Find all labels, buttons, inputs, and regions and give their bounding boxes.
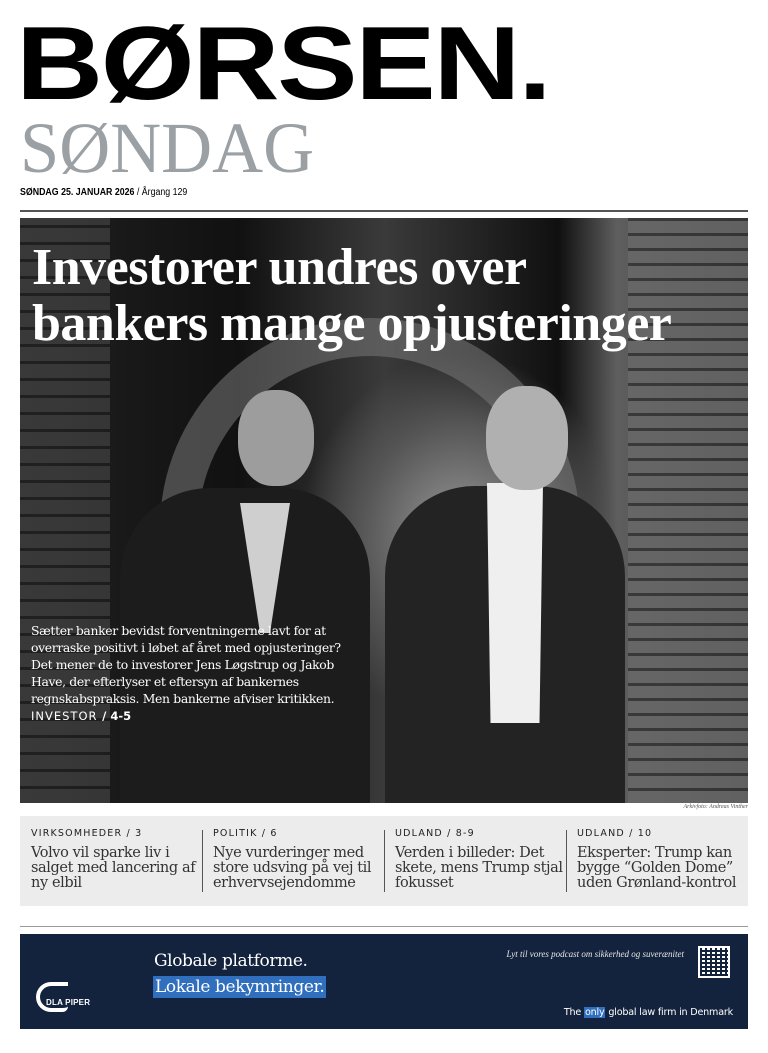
cover-headline[interactable]	[32, 240, 742, 352]
advertiser-name: DLA PIPER	[46, 998, 91, 1007]
person-left-head	[238, 390, 314, 486]
teaser-title: Nye vurderinger med store udsving på vej til erhvervsejendomme	[213, 845, 372, 891]
person-right-shirt	[480, 483, 550, 723]
page-numbers: / 4-5	[102, 709, 132, 723]
teaser-title: Verden i billeder: Det skete, mens Trump stjal fokusset	[395, 845, 563, 891]
ad-headline-1: Globale platforme.	[154, 951, 308, 971]
ad-tagline	[564, 1007, 733, 1018]
teaser-kicker: UDLAND / 8-9	[395, 828, 475, 839]
photo-credit: Arkivfoto: Andreas Vinther	[683, 804, 748, 810]
qr-code-icon[interactable]	[698, 946, 730, 978]
advertisement-banner[interactable]	[20, 934, 748, 1029]
headline-line-1: Investorer undres over	[32, 239, 527, 296]
tagline-highlight: only	[584, 1007, 605, 1018]
teaser-item[interactable]	[566, 816, 748, 906]
lede-text: Sætter banker bevidst forventningerne lavt for at overraske positivt i løbet af året med opjusteringer? Det mener de to investorer Jens Løgstrup og Jakob Have, der efterlyser et eftersyn af bankernes regnskabspraksis. Men bankerne afviser kritikken.	[31, 623, 341, 706]
teaser-kicker: UDLAND / 10	[577, 828, 653, 839]
divider	[20, 926, 748, 927]
teaser-title: Eksperter: Trump kan bygge “Golden Dome” uden Grønland-kontrol	[577, 845, 737, 891]
cover-story[interactable]	[20, 218, 748, 803]
person-right-head	[486, 386, 568, 490]
section-label: INVESTOR	[31, 709, 98, 723]
brand-logo[interactable]: BØRSEN.	[16, 6, 550, 122]
teaser-item[interactable]	[384, 816, 566, 906]
ad-headline-2: Lokale bekymringer.	[155, 977, 325, 997]
teaser-kicker: VIRKSOMHEDER / 3	[31, 828, 143, 839]
volume-number: / Årgang 129	[136, 187, 188, 198]
page-reference[interactable]	[31, 708, 361, 725]
teaser-item[interactable]	[202, 816, 384, 906]
divider	[20, 210, 748, 212]
teaser-item[interactable]	[20, 816, 202, 906]
dateline	[20, 186, 187, 200]
edition-name: SØNDAG	[20, 108, 315, 188]
ad-podcast-text: Lyt til vores podcast om sikkerhed og suverænitet	[506, 949, 684, 959]
tagline-pre: The	[563, 1007, 584, 1018]
issue-date: SØNDAG 25. JANUAR 2026	[20, 187, 135, 198]
dla-piper-logo-icon	[36, 982, 74, 1012]
teaser-title: Volvo vil sparke liv i salget med lancering af ny elbil	[31, 845, 196, 891]
cover-lede	[31, 622, 361, 725]
teaser-strip	[20, 816, 748, 906]
teaser-kicker: POLITIK / 6	[213, 828, 278, 839]
headline-line-2: bankers mange opjusteringer	[32, 295, 672, 352]
tagline-post: global law firm in Denmark	[605, 1007, 733, 1018]
